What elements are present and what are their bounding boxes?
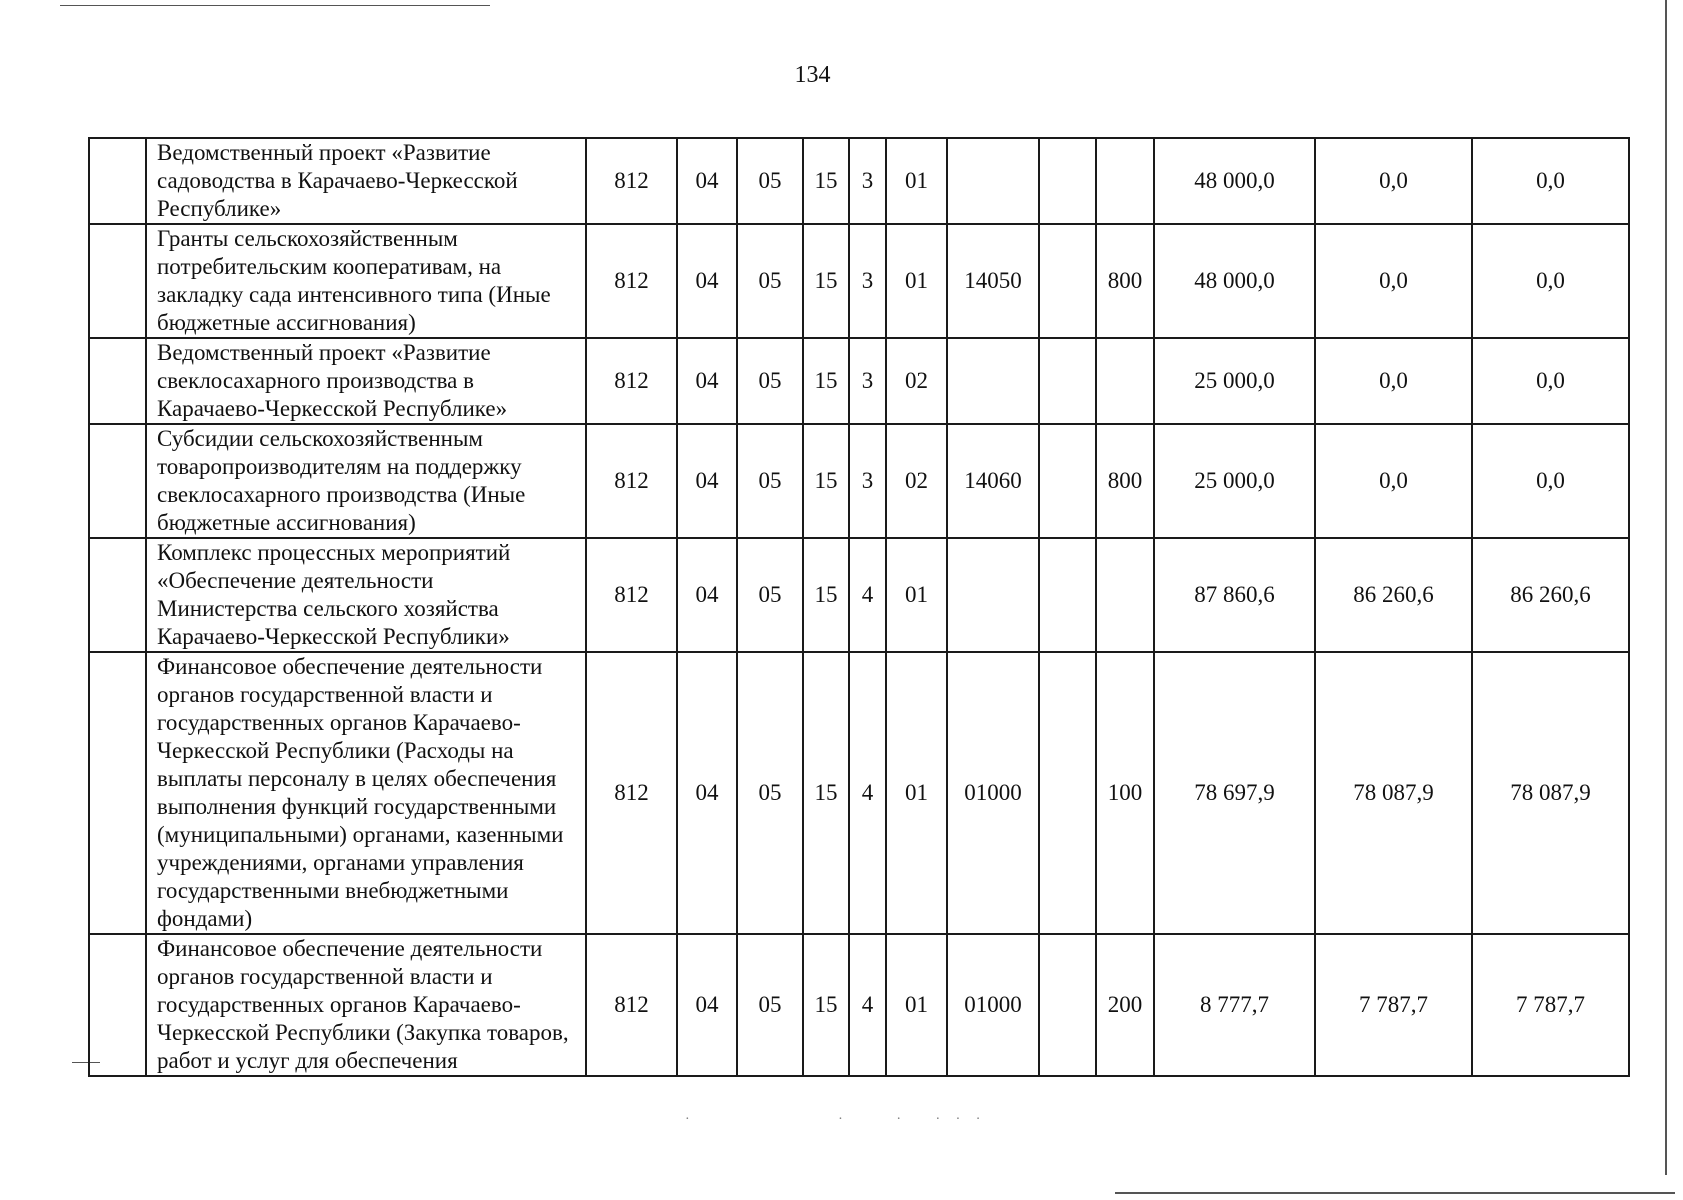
item-name-cell: Ведомственный проект «Развитие садоводства в Карачаево-Черкесской Республике» [146,138,586,224]
program-code-cell: 15 [803,338,849,424]
grbs-code-cell: 812 [586,424,677,538]
row-number-cell [89,934,146,1076]
item-name-cell: Финансовое обеспечение деятельности органов государственной власти и государственных органов Карачаево-Черкесской Республики (Расходы на выплаты персоналу в целях обеспечения выполнения функций государственными (муниципальными) органами, казенными учреждениями, органами управления государственными внебюджетными фондами) [146,652,586,934]
table-row [89,224,1629,338]
subsection-code-cell: 05 [737,138,803,224]
amount-year3-cell: 7 787,7 [1472,934,1629,1076]
subsection-code-cell: 05 [737,338,803,424]
row-number-cell [89,538,146,652]
subsection-code-cell: 05 [737,652,803,934]
direction-code-cell: 01000 [947,934,1039,1076]
extra-code-cell [1039,338,1096,424]
section-code-cell: 04 [677,338,737,424]
type-code-cell: 4 [849,538,886,652]
extra-code-cell [1039,138,1096,224]
amount-year3-cell: 0,0 [1472,424,1629,538]
amount-year2-cell: 0,0 [1315,338,1472,424]
item-name-cell: Ведомственный проект «Развитие свеклосахарного производства в Карачаево-Черкесской Республике» [146,338,586,424]
subsection-code-cell: 05 [737,224,803,338]
section-code-cell: 04 [677,538,737,652]
project-code-cell: 01 [886,538,947,652]
scan-artifact-right-edge [1665,0,1667,1175]
amount-year1-cell: 48 000,0 [1154,224,1315,338]
subsection-code-cell: 05 [737,538,803,652]
grbs-code-cell: 812 [586,138,677,224]
type-code-cell: 3 [849,138,886,224]
extra-code-cell [1039,224,1096,338]
grbs-code-cell: 812 [586,652,677,934]
expense-type-cell [1096,138,1154,224]
amount-year1-cell: 87 860,6 [1154,538,1315,652]
table-row [89,652,1629,934]
expense-type-cell [1096,538,1154,652]
program-code-cell: 15 [803,138,849,224]
table-row [89,338,1629,424]
expense-type-cell: 200 [1096,934,1154,1076]
section-code-cell: 04 [677,138,737,224]
project-code-cell: 01 [886,652,947,934]
row-number-cell [89,224,146,338]
amount-year1-cell: 25 000,0 [1154,424,1315,538]
program-code-cell: 15 [803,224,849,338]
program-code-cell: 15 [803,934,849,1076]
project-code-cell: 02 [886,338,947,424]
grbs-code-cell: 812 [586,224,677,338]
amount-year2-cell: 0,0 [1315,224,1472,338]
expense-type-cell [1096,338,1154,424]
amount-year3-cell: 0,0 [1472,138,1629,224]
amount-year1-cell: 48 000,0 [1154,138,1315,224]
item-name-cell: Субсидии сельскохозяйственным товаропроизводителям на поддержку свеклосахарного производства (Иные бюджетные ассигнования) [146,424,586,538]
table-row [89,424,1629,538]
direction-code-cell: 01000 [947,652,1039,934]
project-code-cell: 01 [886,138,947,224]
expense-type-cell: 800 [1096,224,1154,338]
amount-year2-cell: 86 260,6 [1315,538,1472,652]
extra-code-cell [1039,424,1096,538]
project-code-cell: 02 [886,424,947,538]
row-number-cell [89,138,146,224]
scan-artifact-bottom-line [1115,1192,1675,1194]
type-code-cell: 4 [849,934,886,1076]
direction-code-cell: 14060 [947,424,1039,538]
grbs-code-cell: 812 [586,338,677,424]
row-number-cell [89,652,146,934]
amount-year1-cell: 78 697,9 [1154,652,1315,934]
grbs-code-cell: 812 [586,538,677,652]
direction-code-cell: 14050 [947,224,1039,338]
type-code-cell: 3 [849,338,886,424]
amount-year3-cell: 78 087,9 [1472,652,1629,934]
budget-table [88,137,1630,1077]
table-row [89,538,1629,652]
direction-code-cell [947,338,1039,424]
table-body [89,138,1629,1076]
table-row [89,934,1629,1076]
section-code-cell: 04 [677,934,737,1076]
grbs-code-cell: 812 [586,934,677,1076]
section-code-cell: 04 [677,652,737,934]
amount-year3-cell: 0,0 [1472,224,1629,338]
table-row [89,138,1629,224]
item-name-cell: Финансовое обеспечение деятельности органов государственной власти и государственных органов Карачаево-Черкесской Республики (Закупка товаров, работ и услуг для обеспечения [146,934,586,1076]
amount-year2-cell: 78 087,9 [1315,652,1472,934]
type-code-cell: 4 [849,652,886,934]
amount-year1-cell: 25 000,0 [1154,338,1315,424]
amount-year2-cell: 7 787,7 [1315,934,1472,1076]
amount-year2-cell: 0,0 [1315,138,1472,224]
direction-code-cell [947,538,1039,652]
amount-year3-cell: 0,0 [1472,338,1629,424]
extra-code-cell [1039,538,1096,652]
page-number: 134 [794,62,831,88]
scan-artifact-top-line [60,5,490,6]
row-number-cell [89,424,146,538]
program-code-cell: 15 [803,538,849,652]
extra-code-cell [1039,652,1096,934]
project-code-cell: 01 [886,224,947,338]
scan-artifact-dots: · · · · · · [685,1112,987,1127]
subsection-code-cell: 05 [737,934,803,1076]
program-code-cell: 15 [803,424,849,538]
program-code-cell: 15 [803,652,849,934]
type-code-cell: 3 [849,424,886,538]
expense-type-cell: 100 [1096,652,1154,934]
subsection-code-cell: 05 [737,424,803,538]
amount-year1-cell: 8 777,7 [1154,934,1315,1076]
item-name-cell: Гранты сельскохозяйственным потребительским кооперативам, на закладку сада интенсивного типа (Иные бюджетные ассигнования) [146,224,586,338]
expense-type-cell: 800 [1096,424,1154,538]
section-code-cell: 04 [677,224,737,338]
row-number-cell [89,338,146,424]
type-code-cell: 3 [849,224,886,338]
project-code-cell: 01 [886,934,947,1076]
direction-code-cell [947,138,1039,224]
amount-year2-cell: 0,0 [1315,424,1472,538]
extra-code-cell [1039,934,1096,1076]
item-name-cell: Комплекс процессных мероприятий «Обеспечение деятельности Министерства сельского хозяйства Карачаево-Черкесской Республики» [146,538,586,652]
amount-year3-cell: 86 260,6 [1472,538,1629,652]
section-code-cell: 04 [677,424,737,538]
